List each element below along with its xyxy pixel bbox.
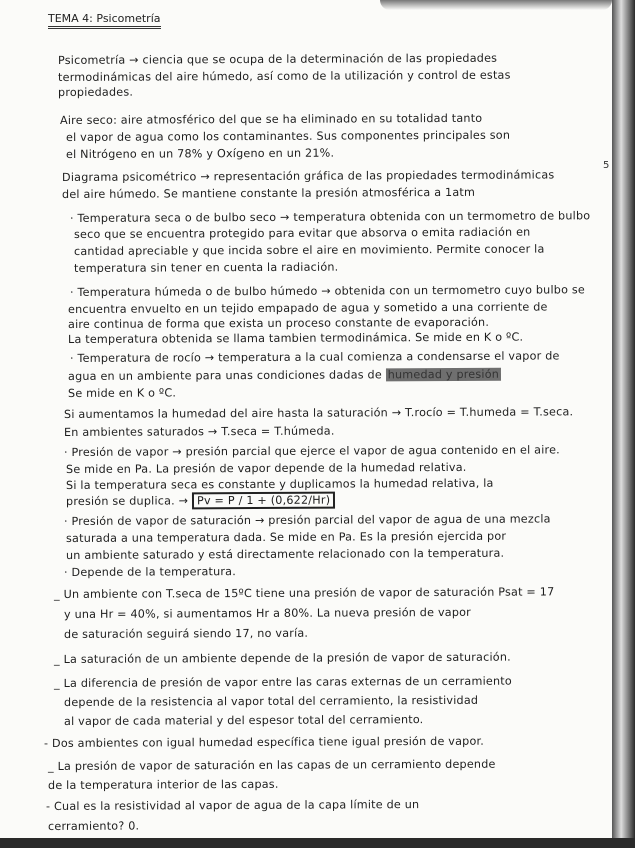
- text-line: · Temperatura húmeda o de bulbo húmedo → obtenida con un termometro cuyo bulbo se: [69, 283, 586, 299]
- text-line: Aire seco: aire atmosférico del que se ha eliminado en su totalidad tanto: [59, 111, 483, 127]
- text-line: _ La diferencia de presión de vapor entre las caras externas de un cerramiento: [53, 674, 512, 690]
- text-line: _ La presión de vapor de saturación en las capas de un cerramiento depende: [47, 757, 496, 773]
- margin-mark: 5: [603, 160, 610, 171]
- page-edge: [612, 0, 635, 848]
- page-title: TEMA 4: Psicometría: [48, 12, 161, 29]
- page-shadow: [380, 0, 612, 10]
- text-line: cantidad apreciable y que incida sobre el aire en movimiento. Permite conocer la: [73, 242, 545, 258]
- text-segment: presión se duplica. →: [65, 494, 189, 508]
- formula-box: Pv = P / 1 + (0,622/Hr): [192, 492, 335, 510]
- text-line: y una Hr = 40%, si aumentamos Hr a 80%. La nueva presión de vapor: [63, 605, 471, 621]
- text-line: del aire húmedo. Se mantiene constante la presión atmosférica a 1atm: [61, 185, 476, 201]
- text-line: Si aumentamos la humedad del aire hasta la saturación → T.rocío = T.humeda = T.seca.: [63, 405, 574, 421]
- text-line: encuentra envuelto en un tejido empapado de agua y sometido a una corriente de: [67, 300, 548, 316]
- highlighted-text: humedad y presión: [387, 367, 500, 382]
- text-line: _ Un ambiente con T.seca de 15ºC tiene una presión de vapor de saturación Psat = 17: [53, 585, 555, 601]
- text-line: Diagrama psicométrico → representación gráfica de las propiedades termodinámicas: [61, 168, 555, 184]
- text-line: termodinámicas del aire húmedo, así como de la utilización y control de estas: [57, 68, 511, 84]
- text-line: La temperatura obtenida se llama tambien termodinámica. Se mide en K o ºC.: [67, 330, 524, 346]
- text-line: · Depende de la temperatura.: [63, 565, 237, 579]
- text-line: · Temperatura de rocío → temperatura a la cual comienza a condensarse el vapor de: [69, 349, 560, 365]
- text-line: · Presión de vapor de saturación → presión parcial del vapor de agua de una mezcla: [63, 512, 551, 528]
- text-line: al vapor de cada material y del espesor total del cerramiento.: [63, 713, 424, 728]
- text-line: - Cual es la resistividad al vapor de agua de la capa límite de un: [45, 798, 420, 813]
- text-line: · Temperatura seca o de bulbo seco → temperatura obtenida con un termometro de bulbo: [69, 209, 591, 225]
- text-line: de saturación seguirá siendo 17, no varía.: [63, 626, 309, 641]
- text-line: Se mide en Pa. La presión de vapor depende de la humedad relativa.: [65, 460, 467, 476]
- text-line: Psicometría → ciencia que se ocupa de la determinación de las propiedades: [57, 51, 498, 67]
- text-line: · Presión de vapor → presión parcial que ejerce el vapor de agua contenido en el aire.: [63, 443, 560, 459]
- text-line: - Dos ambientes con igual humedad específica tiene igual presión de vapor.: [43, 734, 485, 750]
- text-line: cerramiento? 0.: [47, 819, 140, 833]
- text-line: saturada a una temperatura dada. Se mide en Pa. Es la presión ejercida por: [65, 529, 507, 545]
- text-line: _ La saturación de un ambiente depende de la presión de vapor de saturación.: [53, 650, 511, 666]
- text-line: seco que se encuentra protegido para evitar que absorva o emita radiación en: [73, 225, 531, 241]
- text-line: temperatura sin tener en cuenta la radiación.: [73, 260, 339, 275]
- text-segment: agua en un ambiente para unas condiciones dadas de: [67, 368, 382, 383]
- text-line: un ambiente saturado y está directamente relacionado con la temperatura.: [65, 546, 505, 562]
- text-line: En ambientes saturados → T.seca = T.húmeda.: [63, 424, 335, 439]
- background-surface: [0, 838, 635, 848]
- text-line-with-formula: [66, 494, 335, 508]
- text-line: aire continua de forma que exista un proceso constante de evaporación.: [67, 315, 490, 331]
- text-line: Se mide en K o ºC.: [67, 386, 177, 400]
- text-line: el Nitrógeno en un 78% y Oxígeno en un 21%.: [65, 146, 335, 161]
- text-line: propiedades.: [57, 85, 134, 99]
- text-line: de la temperatura interior de las capas.: [47, 777, 279, 792]
- text-line: Si la temperatura seca es constante y duplicamos la humedad relativa, la: [65, 476, 494, 492]
- text-line-with-highlight: [68, 368, 501, 383]
- text-line: depende de la resistencia al vapor total del cerramiento, la resistividad: [63, 693, 479, 709]
- text-line: el vapor de agua como los contaminantes. Sus componentes principales son: [65, 128, 511, 144]
